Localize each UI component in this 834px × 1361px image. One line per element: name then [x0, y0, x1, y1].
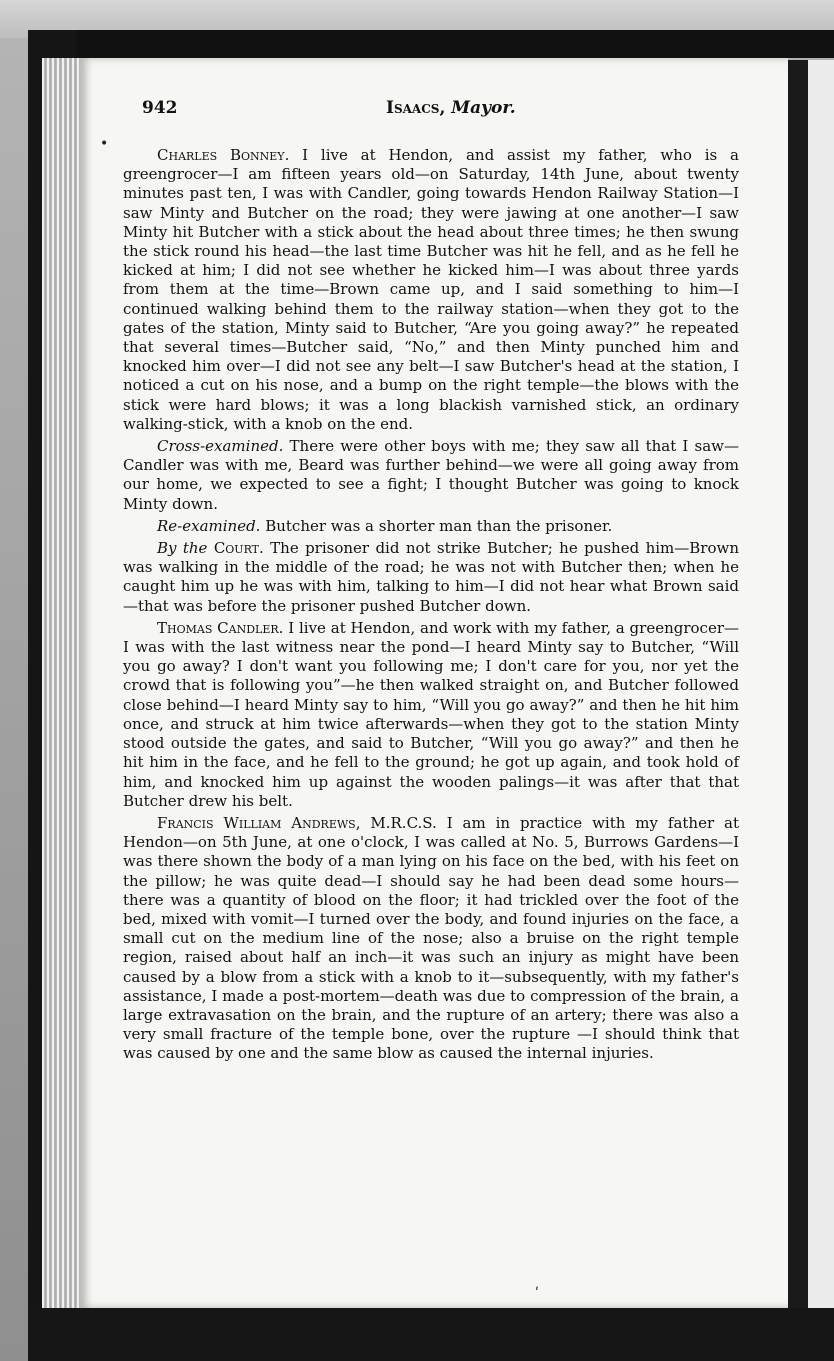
page-number: 942	[142, 98, 178, 118]
testimony-text: Butcher was a shorter man than the prisoner.	[260, 516, 613, 535]
witness-name: Francis William Andrews,	[157, 813, 361, 832]
testimony-text: I live at Hendon, and assist my father, who is a greengrocer—I am fifteen years old—on Saturday, 14th June, about twenty minutes past ten, I was with Candler, going towards Hendon Railway Station—I saw Minty and Butcher on the road; they were jawing at one another—I saw Minty hit Butcher with a stick about the head about three times; he then swung the stick round his head—the last time Butcher was hit he fell, and as he fell he kicked at him; I did not see whether he kicked him—I was about three yards from them at the time—Brown came up, and I said something to him—I continued walking behind them to the railway station—when they got to the gates of the station, Minty said to Butcher, “Are you going away?” he repeated that several times—Butcher said, “No,” and then Minty punched him and knocked him over—I did not see any belt—I saw Butcher's head at the station, I noticed a cut on his nose, and a bump on the right temple—the blows with the stick were hard blows; it was a long blackish varnished stick, an ordinary walking-stick, with a knob on the end.	[123, 146, 739, 433]
examination-label: Re-examined.	[157, 516, 261, 535]
book-binding-top	[28, 30, 834, 58]
testimony-paragraph	[123, 146, 739, 434]
testimony-text: The prisoner did not strike Butcher; he pushed him—Brown was walking in the middle of the road; he was not with Butcher then; when he caught him up he was with him, talking to him—I did not hear what Brown said—that was before the prisoner pushed Butcher down.	[123, 539, 739, 615]
ink-speck: •	[100, 136, 109, 152]
testimony-text: I live at Hendon, and work with my father, a greengrocer—I was with the last witness near the pond—I heard Minty say to Butcher, “Will you go away? I don't want you following me; I don't care for you, nor yet the crowd that is following you”—he then walked straight on, and Butcher followed close behind—I heard Minty say to him, “Will you go away?” and then he hit him once, and struck at him twice afterwards—when they got to the station Minty stood outside the gates, and said to Butcher, “Will you go away?” and then he hit him in the face, and he fell to the ground; he got up again, and took hold of him, and knocked him up against the wooden palings—it was after that that Butcher drew his belt.	[123, 618, 739, 810]
witness-name: Charles Bonney.	[157, 146, 290, 164]
running-head	[386, 98, 516, 118]
body-text	[123, 146, 739, 1067]
testimony-paragraph	[123, 619, 739, 811]
facing-page-edge	[808, 60, 834, 1328]
book-binding-bottom	[28, 1308, 834, 1361]
witness-name: Thomas Candler.	[157, 618, 284, 637]
page-edges	[42, 58, 82, 1326]
examination-label: By the	[157, 539, 208, 558]
testimony-paragraph	[123, 814, 739, 1064]
running-head-title: Mayor.	[451, 98, 516, 118]
testimony-text: M.R.C.S. I am in practice with my father at Hendon—on 5th June, at one o'clock, I was called at No. 5, Burrows Gardens—I was there shown the body of a man lying on his face on the bed, with his feet on the pillow; he was quite dead—I should say he had been dead some hours—there was a quantity of blood on the floor; it had trickled over the foot of the bed, mixed with vomit—I turned over the body, and found injuries on the face, a small cut on the medium line of the nose; also a bruise on the right temple region, raised about half an inch—it was such an injury as might have been caused by a blow from a stick with a knob to it—subsequently, with my father's assistance, I made a post-mortem—death was due to compression of the brain, a large extravasation on the brain, and the rupture of an artery; there was also a very small fracture of the temple bone, over the rupture —I should think that was caused by one and the same blow as caused the internal injuries.	[123, 813, 739, 1063]
running-head-name: Isaacs,	[386, 98, 446, 118]
ink-speck: ʹ	[535, 1286, 539, 1302]
examination-label: Cross-examined.	[157, 437, 284, 456]
court-label: Court.	[213, 539, 264, 558]
testimony-text: There were other boys with me; they saw all that I saw—Candler was with me, Beard was further behind—we were all going away from our home, we expected to see a fight; I thought Butcher was going to knock Minty down.	[123, 437, 739, 513]
testimony-paragraph	[123, 539, 739, 616]
book-page	[80, 58, 788, 1308]
testimony-paragraph	[123, 437, 739, 514]
testimony-paragraph	[123, 517, 739, 536]
page-header	[80, 58, 788, 128]
